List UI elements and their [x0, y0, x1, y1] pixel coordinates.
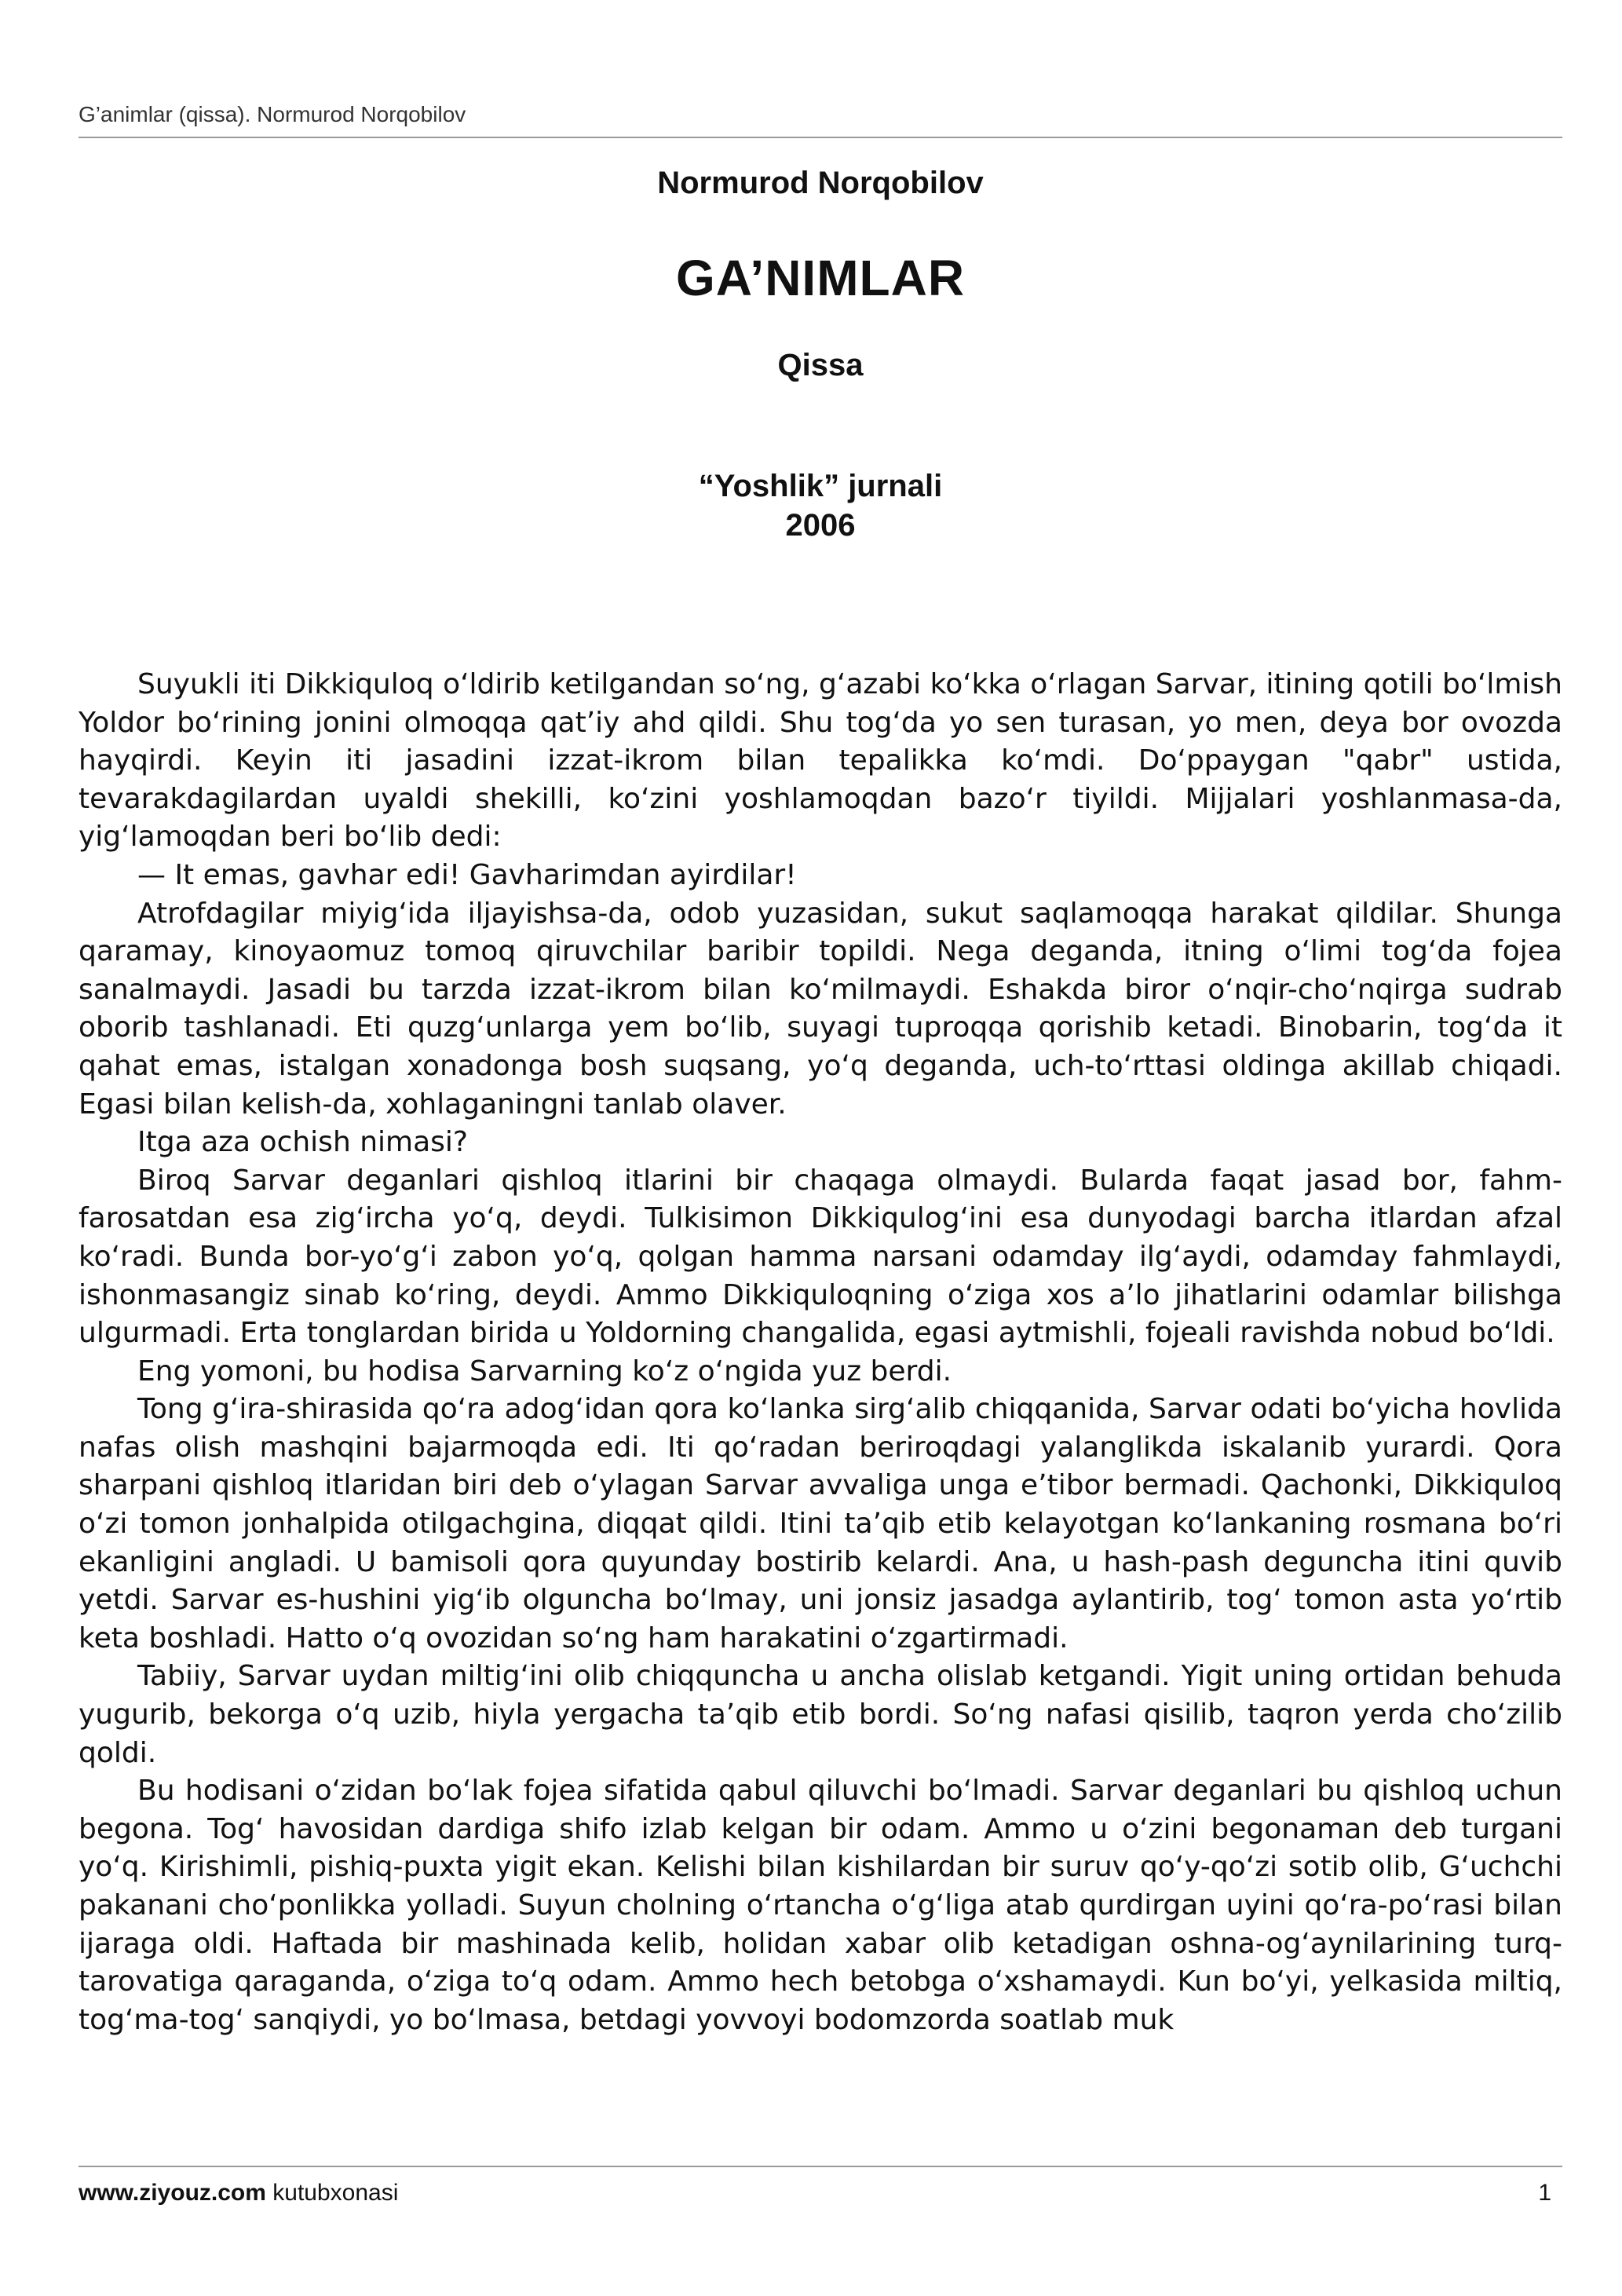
journal-name: “Yoshlik” jurnali: [698, 469, 943, 503]
paragraph: Tong g‘ira-shirasida qo‘ra adog‘idan qora ko‘lanka sirg‘alib chiqqanida, Sarvar odati bo‘yicha hovlida nafas olish mashqini bajarmoqda edi. Iti qo‘radan beriroqdagi yalanglikda iskalanib yurardi. Qora sharpani qishloq itlaridan biri deb o‘ylagan Sarvar avvaliga unga e’tibor bermadi. Qachonki, Dikkiquloq o‘zi tomon jonhalpida otilgachgina, diqqat qildi. Itini ta’qib etib kelayotgan ko‘lankaning rosmana bo‘ri ekanligini angladi. U bamisoli qora quyunday bostirib kelardi. Ana, u hash-pash deguncha itini quvib yetdi. Sarvar es-hushini yig‘ib olguncha bo‘lmay, uni jonsiz jasadga aylantirib, tog‘ tomon asta yo‘rtib keta boshladi. Hatto o‘q ovozidan so‘ng ham harakatini o‘zgartirmadi.: [79, 1393, 1562, 1654]
paragraph: Atrofdagilar miyig‘ida iljayishsa-da, odob yuzasidan, sukut saqlamoqqa harakat qildilar. Shunga qaramay, kinoyaomuz tomoq qiruvchilar baribir topildi. Nega deganda, itning o‘limi tog‘da fojea sanalmaydi. Jasadi bu tarzda izzat-ikrom bilan ko‘milmaydi. Eshakda biror o‘nqir-cho‘nqirga sudrab oborib tashlanadi. Eti quzg‘unlarga yem bo‘lib, suyagi tuproqqa qorishib ketadi. Binobarin, tog‘da it qahat emas, istalgan xonadonga bosh suqsang, yo‘q deganda, uch-to‘rttasi oldinga akillab chiqadi. Egasi bilan kelish-da, xohlaganingni tanlab olaver.: [79, 897, 1562, 1121]
paragraph: Bu hodisani o‘zidan bo‘lak fojea sifatida qabul qiluvchi bo‘lmadi. Sarvar deganlari bu qishloq uchun begona. Tog‘ havosidan dardiga shifo izlab kelgan bir odam. Ammo u o‘zini begonaman deb turgani yo‘q. Kirishimli, pishiq-puxta yigit ekan. Kelishi bilan kishilardan bir suruv qo‘y-qo‘zi sotib olib, G‘uchchi pakanani cho‘ponlikka yolladi. Suyun cholning o‘rtancha o‘g‘liga atab qurdirgan uyini qo‘ra-po‘rasi bilan ijaraga oldi. Haftada bir mashinada kelib, holidan xabar olib ketadigan oshna-og‘aynilarining turq-tarovatiga qaraganda, o‘ziga to‘q odam. Ammo hech betobga o‘xshamaydi. Kun bo‘yi, yelkasida miltiq, tog‘ma-tog‘ sanqiydi, yo bo‘lmasa, betdagi yovvoyi bodomzorda soatlab muk: [79, 1775, 1562, 2036]
page-number: 1: [1538, 2180, 1551, 2206]
book-title: GA’NIMLAR: [675, 250, 966, 306]
paragraph: Suyukli iti Dikkiquloq o‘ldirib ketilgandan so‘ng, g‘azabi ko‘kka o‘rlagan Sarvar, itining qotili bo‘lmish Yoldor bo‘rining jonini olmoqqa qat’iy ahd qildi. Shu tog‘da yo sen turasan, yo men, deya bor ovozda hayqirdi. Keyin iti jasadini izzat-ikrom bilan tepalikka ko‘mdi. Do‘ppaygan "qabr" ustida, tevarakdagilardan uyaldi shekilli, ko‘zini yoshlamoqdan bazo‘r tiyildi. Mijjalari yoshlanmasa-da, yig‘lamoqdan beri bo‘lib dedi:: [79, 668, 1562, 854]
footer-site-link[interactable]: www.ziyouz.com: [79, 2180, 266, 2206]
paragraph: Eng yomoni, bu hodisa Sarvarning ko‘z o‘ngida yuz berdi.: [137, 1355, 952, 1387]
publication-year: 2006: [785, 508, 856, 543]
genre-label: Qissa: [777, 348, 864, 382]
paragraph: Biroq Sarvar deganlari qishloq itlarini bir chaqaga olmaydi. Bularda faqat jasad bor, fahm-farosatdan esa zig‘ircha yo‘q, deydi. Tulkisimon Dikkiqulog‘ini esa dunyodagi barcha itlardan afzal ko‘radi. Bunda bor-yo‘g‘i zabon yo‘q, qolgan hamma narsani odamday ilg‘aydi, odamday fahmlaydi, ishonmasangiz sinab ko‘ring, deydi. Ammo Dikkiquloqning o‘ziga xos a’lo jihatlarini odamlar bilishga ulgurmadi. Erta tonglardan birida u Yoldorning changalida, egasi aytmishli, fojeali ravishda nobud bo‘ldi.: [79, 1164, 1562, 1350]
paragraph: — It emas, gavhar edi! Gavharimdan ayirdilar!: [137, 858, 797, 891]
running-header-title: G’animlar (qissa). Normurod Norqobilov: [79, 102, 466, 126]
author-name: Normurod Norqobilov: [657, 166, 984, 200]
paragraph: Itga aza ochish nimasi?: [137, 1126, 469, 1159]
title-block: [79, 163, 1562, 545]
paragraph: Tabiiy, Sarvar uydan miltig‘ini olib chiqquncha u ancha olislab ketgandi. Yigit uning ortidan behuda yugurib, bekorga o‘q uzib, hiyla yergacha ta’qib etib bordi. So‘ng nafasi qisilib, taqron yerda cho‘zilib qoldi.: [79, 1660, 1562, 1769]
running-header: [79, 101, 1562, 138]
story-body: [79, 666, 1562, 2039]
footer-library-label: kutubxonasi: [272, 2180, 399, 2206]
running-footer: [79, 2166, 1562, 2208]
